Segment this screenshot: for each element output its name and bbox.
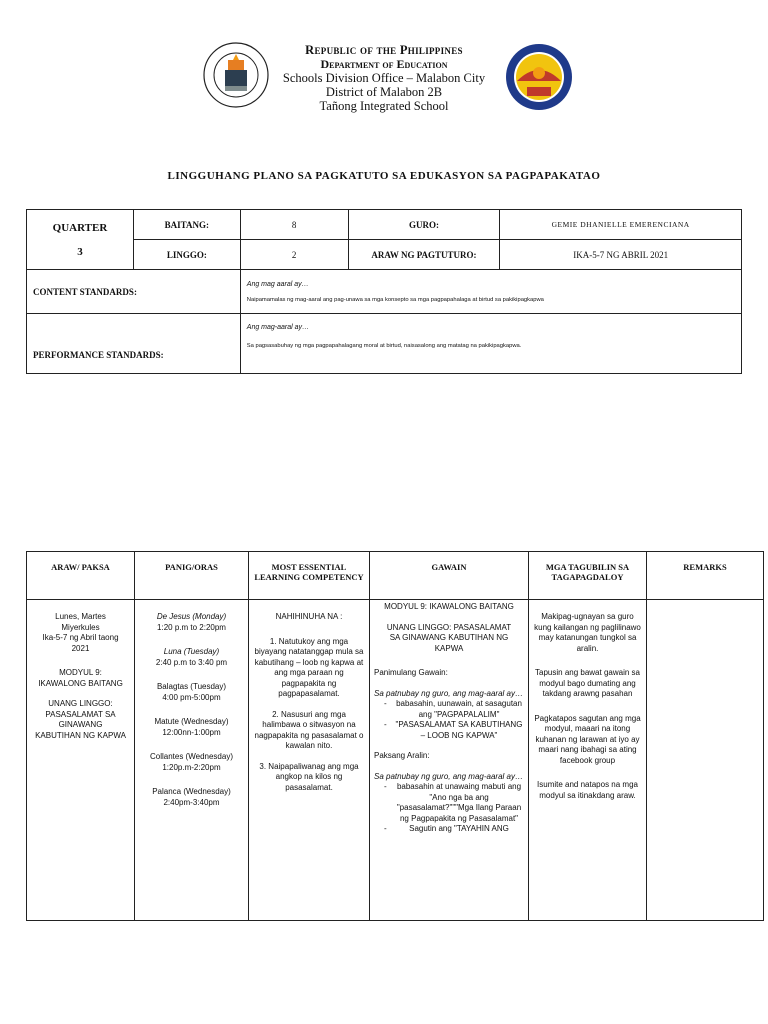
info-table	[26, 209, 742, 374]
araw-date: Ika-5-7 ng Abril taong	[42, 633, 119, 642]
section-time: 2:40 p.m to 3:40 pm	[155, 657, 228, 667]
col-header-tagubilin: MGA TAGUBILIN SA TAGAPAGDALOY	[529, 552, 647, 600]
gawain-modyul: MODYUL 9: IKAWALONG BAITANG	[384, 602, 514, 611]
col-header-remarks: REMARKS	[647, 552, 764, 600]
section-name: Matute (Wednesday)	[154, 717, 229, 726]
section-time: 2:40pm-3:40pm	[163, 797, 220, 807]
section-time: 1:20 p.m to 2:20pm	[157, 622, 226, 632]
section-name: Luna (Tuesday)	[163, 647, 220, 656]
tagubilin-4: Isumite and natapos na mga modyul sa itinakdang araw.	[537, 780, 638, 800]
division-seal	[505, 43, 573, 111]
republic-text: Republic of the Philippines	[305, 43, 463, 57]
col-header-panig: PANIG/ORAS	[135, 552, 249, 600]
guro-value: GEMIE DHANIELLE EMERENCIANA	[500, 210, 742, 240]
section-name: Balagtas (Tuesday)	[156, 682, 227, 691]
melc-competency-2: 2. Nasusuri ang mga halimbawa o sitwasyon na nagpapakita ng pasasalamat o kawalan nito.	[254, 709, 364, 750]
list-item: - "PASASALAMAT SA KABUTIHANG – LOOB NG KAPWA"	[394, 720, 524, 741]
araw-topic-1: PASASALAMAT SA	[45, 709, 116, 719]
araw-days-1: Lunes, Martes	[55, 612, 106, 621]
section-name: De Jesus (Monday)	[156, 612, 227, 621]
araw-value: IKA-5-7 NG ABRIL 2021	[500, 240, 742, 270]
division-text: Schools Division Office – Malabon City	[282, 71, 486, 85]
section-time: 12:00nn-1:00pm	[162, 727, 221, 737]
content-standards-label: CONTENT STANDARDS:	[27, 270, 241, 314]
section-time: 4:00 pm-5:00pm	[162, 692, 221, 702]
araw-unang-linggo: UNANG LINGGO:	[48, 699, 113, 708]
melc-intro: NAHIHINUHA NA :	[275, 612, 343, 621]
gawain-cell	[370, 600, 529, 921]
remarks-cell	[647, 600, 764, 921]
melc-competency-1: 1. Natutukoy ang mga biyayang natatanggap mula sa kabutihang – loob ng kapwa at ang mga paraan ng pagpapakita ng pagpapasalamat.	[254, 636, 364, 698]
gawain-panimula: Panimulang Gawain:	[374, 668, 448, 677]
linggo-label: LINGGO:	[133, 240, 240, 270]
guro-label: GURO:	[348, 210, 500, 240]
tagubilin-cell	[529, 600, 647, 921]
content-intro: Ang mag aaral ay…	[246, 280, 309, 288]
district-text: District of Malabon 2B	[325, 85, 443, 99]
melc-cell	[249, 600, 370, 921]
performance-text: Sa pagsasabuhay ng mga pagpapahalagang moral at birtud, naisasalong ang matatag na pakikipagkapwa.	[246, 343, 522, 349]
performance-intro: Ang mag-aaral ay…	[246, 324, 310, 331]
linggo-value: 2	[240, 240, 348, 270]
quarter-label: QUARTER	[52, 221, 108, 234]
list-item: - babasahin at unawaing mabuti ang "Ano nga ba ang "pasasalamat?"""Mga Ilang Paraan ng Pagpapakita ng Pasasalamat"	[394, 782, 524, 824]
tagubilin-2: Tapusin ang bawat gawain sa modyul bago dumating ang takdang arawng pasahan	[535, 668, 640, 698]
quarter-value: 3	[77, 245, 83, 258]
content-text: Naipamamalas ng mag-aaral ang pag-unawa sa mga konsepto sa mga pagpapahalaga at birtud sa pakikipagkapwa	[246, 296, 544, 303]
gawain-patnubay-1: Sa patnubay ng guro, ang mag-aaral ay…	[374, 688, 523, 698]
list-item: - Sagutin ang "TAYAHIN ANG	[394, 824, 524, 835]
araw-days-2: Miyerkules	[61, 622, 100, 632]
araw-label: ARAW NG PAGTUTURO:	[348, 240, 500, 270]
araw-topic-2: GINAWANG	[58, 720, 103, 729]
content-standards-cell	[240, 270, 741, 314]
araw-baitang: IKAWALONG BAITANG	[38, 678, 123, 688]
gawain-unang: UNANG LINGGO: PASASALAMAT SA GINAWANG KABUTIHAN NG KAPWA	[386, 622, 512, 653]
section-name: Collantes (Wednesday)	[149, 752, 233, 761]
gawain-list-2	[374, 782, 524, 835]
section-name: Palanca (Wednesday)	[152, 787, 231, 796]
performance-label-text: PERFORMANCE STANDARDS:	[33, 350, 164, 360]
panig-cell	[135, 600, 249, 921]
col-header-gawain: GAWAIN	[370, 552, 529, 600]
araw-cell	[27, 600, 135, 921]
melc-competency-3: 3. Naipapaliwanag ang mga angkop na kilos ng pasasalamat.	[259, 761, 359, 792]
baitang-value: 8	[240, 210, 348, 240]
tagubilin-3: Pagkatapos sagutan ang mga modyul, maaari na itong kuhanan ng larawan at iyo ay maari nang ibahagi sa ating facebook group	[534, 713, 641, 765]
col-header-araw: ARAW/ PAKSA	[27, 552, 135, 600]
quarter-cell	[27, 210, 134, 270]
araw-modyul: MODYUL 9:	[59, 668, 102, 677]
department-text: Department of Education	[320, 57, 448, 71]
document-title: LINGGUHANG PLANO SA PAGKATUTO SA EDUKASYON SA PAGPAPAKATAO	[167, 170, 601, 182]
tagubilin-1: Makipag-ugnayan sa guro kung kailangan ng paglilinawo may katanungan tungkol sa aralin.	[534, 612, 641, 653]
araw-year: 2021	[71, 643, 90, 653]
section-time: 1:20p.m-2:20pm	[162, 762, 221, 772]
col-header-melc: MOST ESSENTIAL LEARNING COMPETENCY	[249, 552, 370, 600]
baitang-label: BAITANG:	[133, 210, 240, 240]
gawain-patnubay-2: Sa patnubay ng guro, ang mag-aaral ay…	[374, 771, 523, 781]
lesson-plan-table	[26, 551, 764, 921]
performance-standards-label	[27, 314, 241, 374]
school-name-text: Tañong Integrated School	[319, 99, 449, 113]
performance-standards-cell	[240, 314, 741, 374]
araw-topic-3: KABUTIHAN NG KAPWA	[35, 730, 126, 740]
list-item: - babasahin, uunawain, at sasagutan ang "PAGPAPALALIM"	[394, 699, 524, 720]
gawain-paksang: Paksang Aralin:	[374, 751, 430, 760]
gawain-list-1	[374, 699, 524, 741]
